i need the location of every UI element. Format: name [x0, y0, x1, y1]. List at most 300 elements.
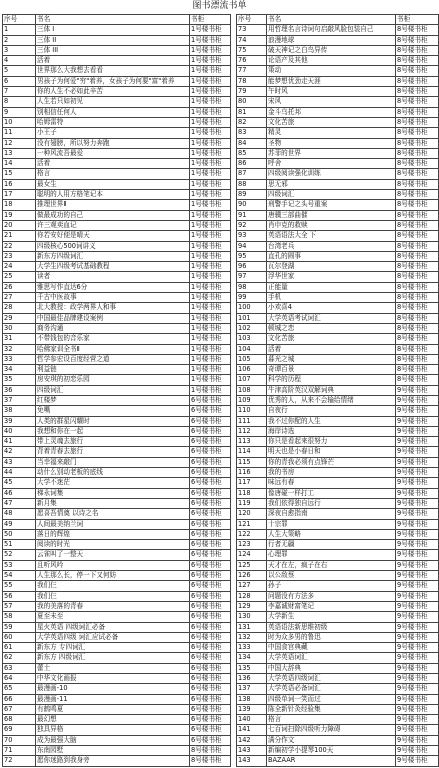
- cell-number: 126: [237, 571, 267, 581]
- table-row: [237, 519, 439, 529]
- cell-number: 67: [3, 704, 36, 714]
- cell-number: 13: [3, 148, 36, 158]
- table-row: [237, 684, 439, 694]
- cell-cabinet: 9号楼书柜: [396, 622, 439, 632]
- table-row: [237, 354, 439, 364]
- table-row: [3, 653, 231, 663]
- cell-number: 138: [237, 694, 267, 704]
- table-row: [237, 138, 439, 148]
- cell-number: 36: [3, 385, 36, 395]
- cell-number: 122: [237, 529, 267, 539]
- cell-title: 哲学参宏设百度经营之道: [36, 354, 190, 364]
- cell-title: 活着: [267, 344, 396, 354]
- table-row: [3, 25, 231, 35]
- table-row: [237, 395, 439, 405]
- table-row: [3, 457, 231, 467]
- cell-cabinet: 9号楼书柜: [396, 560, 439, 570]
- cell-title: 活着: [36, 56, 190, 66]
- cell-cabinet: 1号楼书柜: [190, 87, 231, 97]
- cell-cabinet: 6号楼书柜: [190, 571, 231, 581]
- cell-title: 满分作文: [267, 735, 396, 745]
- cell-cabinet: 8号楼书柜: [396, 272, 439, 282]
- table-row: [3, 612, 231, 622]
- cell-number: 58: [3, 612, 36, 622]
- cell-title: 唐骥三部曲催: [267, 210, 396, 220]
- table-row: [3, 540, 231, 550]
- cell-number: 141: [237, 725, 267, 735]
- table-row: [3, 395, 231, 405]
- table-body-right: [237, 25, 439, 766]
- cell-cabinet: 1号楼书柜: [190, 200, 231, 210]
- cell-title: 文化苦旅: [267, 117, 396, 127]
- cell-cabinet: 1号楼书柜: [190, 344, 231, 354]
- cell-title: 四级核心500词讲义: [36, 241, 190, 251]
- table-row: [3, 416, 231, 426]
- cell-cabinet: 1号楼书柜: [190, 107, 231, 117]
- cell-number: 114: [237, 447, 267, 457]
- cell-cabinet: 6号楼书柜: [190, 395, 231, 405]
- table-row: [3, 241, 231, 251]
- table-row: [237, 581, 439, 591]
- table-row: [237, 674, 439, 684]
- cell-number: 38: [3, 406, 36, 416]
- table-row: [237, 45, 439, 55]
- cell-title: 精灵: [267, 128, 396, 138]
- cell-number: 45: [3, 478, 36, 488]
- col-header-title: 书名: [36, 15, 190, 25]
- cell-number: 120: [237, 509, 267, 519]
- cell-title: 能梦想优劲走天涯: [267, 76, 396, 86]
- table-row: [3, 663, 231, 673]
- cell-title: 梯永词集: [36, 488, 190, 498]
- cell-cabinet: 6号楼书柜: [190, 612, 231, 622]
- cell-title: 自夜行: [267, 406, 396, 416]
- cell-title: 四级词汇: [36, 385, 190, 395]
- cell-number: 143: [237, 746, 267, 756]
- cell-number: 70: [3, 735, 36, 745]
- cell-cabinet: 6号楼书柜: [190, 735, 231, 745]
- cell-cabinet: 6号楼书柜: [190, 519, 231, 529]
- table-row: [3, 334, 231, 344]
- cell-title: 天才在左，疯子在右: [267, 560, 396, 570]
- table-row: [237, 478, 439, 488]
- cell-title: 孙子: [267, 581, 396, 591]
- cell-number: 81: [237, 107, 267, 117]
- table-row: [237, 56, 439, 66]
- cell-title: 李嘉诚财富笔记: [267, 601, 396, 611]
- table-row: [237, 35, 439, 45]
- cell-title: 许三观卖血记: [36, 220, 190, 230]
- cell-number: 57: [3, 601, 36, 611]
- cell-number: 91: [237, 210, 267, 220]
- cell-cabinet: 8号楼书柜: [396, 354, 439, 364]
- cell-number: 75: [237, 45, 267, 55]
- table-row: [237, 159, 439, 169]
- cell-number: 99: [237, 293, 267, 303]
- cell-cabinet: 9号楼书柜: [396, 663, 439, 673]
- cell-number: 49: [3, 519, 36, 529]
- table-row: [3, 756, 231, 766]
- table-row: [3, 190, 231, 200]
- table-row: [237, 231, 439, 241]
- cell-number: 94: [237, 241, 267, 251]
- table-row: [237, 241, 439, 251]
- cell-title: 大学英语词汇: [267, 653, 396, 663]
- cell-title: 英语语法大全 下: [267, 231, 396, 241]
- cell-cabinet: 6号楼书柜: [190, 447, 231, 457]
- cell-title: 红楼梦: [36, 395, 190, 405]
- cell-title: 我想和你在一起: [36, 426, 190, 436]
- table-row: [3, 694, 231, 704]
- table-row: [3, 447, 231, 457]
- cell-title: 问题没有方法多: [267, 591, 396, 601]
- cell-cabinet: 8号楼书柜: [396, 148, 439, 158]
- cell-title: 策动: [267, 66, 396, 76]
- cell-title: 我的美落的青春: [36, 601, 190, 611]
- cell-cabinet: 9号楼书柜: [396, 601, 439, 611]
- cell-number: 85: [237, 148, 267, 158]
- cell-number: 27: [3, 293, 36, 303]
- table-row: [3, 560, 231, 570]
- cell-title: 房安琪的初恋乐园: [36, 375, 190, 385]
- cell-cabinet: 8号楼书柜: [396, 159, 439, 169]
- cell-title: 我们仨: [36, 581, 190, 591]
- cell-cabinet: 6号楼书柜: [190, 498, 231, 508]
- table-row: [237, 756, 439, 766]
- table-row: [3, 704, 231, 714]
- table-row: [237, 509, 439, 519]
- cell-number: 112: [237, 426, 267, 436]
- table-row: [3, 159, 231, 169]
- table-row: [237, 746, 439, 756]
- cell-cabinet: 8号楼书柜: [396, 334, 439, 344]
- cell-number: 109: [237, 395, 267, 405]
- cell-cabinet: 9号楼书柜: [396, 509, 439, 519]
- cell-title: 阅读的时光: [36, 540, 190, 550]
- cell-title: 你的青我必须有点锋芒: [267, 457, 396, 467]
- table-row: [237, 282, 439, 292]
- table-row: [3, 117, 231, 127]
- cell-cabinet: 8号楼书柜: [396, 179, 439, 189]
- table-row: [3, 87, 231, 97]
- cell-number: 74: [237, 35, 267, 45]
- table-row: [237, 25, 439, 35]
- cell-number: 107: [237, 375, 267, 385]
- cell-title: 世界那么大我想去看看: [36, 66, 190, 76]
- cell-number: 60: [3, 632, 36, 642]
- cell-cabinet: 1号楼书柜: [190, 303, 231, 313]
- cell-number: 101: [237, 313, 267, 323]
- cell-title: 中国最佳品牌建设案例: [36, 313, 190, 323]
- table-row: [3, 66, 231, 76]
- cell-cabinet: 8号楼书柜: [396, 107, 439, 117]
- cell-number: 139: [237, 704, 267, 714]
- cell-cabinet: 8号楼书柜: [396, 169, 439, 179]
- cell-cabinet: 9号楼书柜: [396, 406, 439, 416]
- table-row: [3, 35, 231, 45]
- cell-cabinet: 1号楼书柜: [190, 210, 231, 220]
- cell-cabinet: 8号楼书柜: [396, 35, 439, 45]
- cell-cabinet: 6号楼书柜: [190, 509, 231, 519]
- cell-cabinet: 8号楼书柜: [190, 756, 231, 766]
- cell-title: 最漫画-10: [36, 684, 190, 694]
- cell-title: 做最成功的自己: [36, 210, 190, 220]
- cell-cabinet: 6号楼书柜: [190, 694, 231, 704]
- cell-number: 8: [3, 97, 36, 107]
- cell-number: 11: [3, 128, 36, 138]
- cell-cabinet: 1号楼书柜: [190, 169, 231, 179]
- table-row: [237, 704, 439, 714]
- cell-number: 42: [3, 447, 36, 457]
- cell-number: 89: [237, 190, 267, 200]
- cell-cabinet: 9号楼书柜: [396, 488, 439, 498]
- cell-number: 61: [3, 643, 36, 653]
- cell-cabinet: 1号楼书柜: [190, 231, 231, 241]
- cell-number: 26: [3, 282, 36, 292]
- cell-cabinet: 1号楼书柜: [190, 45, 231, 55]
- cell-title: 且听风吟: [36, 560, 190, 570]
- table-row: [237, 447, 439, 457]
- cell-title: 破天神记之白鸟异传: [267, 45, 396, 55]
- table-row: [3, 128, 231, 138]
- cell-cabinet: 1号楼书柜: [190, 117, 231, 127]
- cell-number: 72: [3, 756, 36, 766]
- cell-title: 不带钱包的音乐家: [36, 334, 190, 344]
- table-row: [3, 313, 231, 323]
- cell-number: 117: [237, 478, 267, 488]
- cell-number: 14: [3, 159, 36, 169]
- table-row: [3, 385, 231, 395]
- cell-cabinet: 9号楼书柜: [396, 457, 439, 467]
- cell-number: 50: [3, 529, 36, 539]
- table-row: [237, 529, 439, 539]
- cell-title: 直孔的圆事: [267, 251, 396, 261]
- cell-cabinet: 9号楼书柜: [396, 437, 439, 447]
- cell-cabinet: 8号楼书柜: [396, 262, 439, 272]
- table-row: [3, 365, 231, 375]
- cell-cabinet: 9号楼书柜: [396, 478, 439, 488]
- cell-number: 131: [237, 622, 267, 632]
- cell-title: 男孩子为何爱"穷"着养，女孩子为何要"富"着养: [36, 76, 190, 86]
- table-row: [237, 169, 439, 179]
- table-row: [237, 107, 439, 117]
- cell-cabinet: 6号楼书柜: [190, 684, 231, 694]
- cell-title: 大学英语考试词汇: [267, 313, 396, 323]
- cell-cabinet: 6号楼书柜: [190, 725, 231, 735]
- cell-number: 16: [3, 179, 36, 189]
- cell-number: 102: [237, 323, 267, 333]
- cell-number: 53: [3, 560, 36, 570]
- cell-number: 82: [237, 117, 267, 127]
- cell-number: 73: [237, 25, 267, 35]
- cell-number: 30: [3, 323, 36, 333]
- cell-cabinet: 1号楼书柜: [190, 97, 231, 107]
- cell-number: 6: [3, 76, 36, 86]
- cell-title: 千古中医故事: [36, 293, 190, 303]
- cell-cabinet: 9号楼书柜: [396, 581, 439, 591]
- table-header-row: [3, 15, 231, 25]
- cell-title: 心理罪: [267, 550, 396, 560]
- cell-cabinet: 1号楼书柜: [190, 159, 231, 169]
- table-row: [3, 262, 231, 272]
- cell-number: 46: [3, 488, 36, 498]
- cell-title: 成为最强大脑: [36, 735, 190, 745]
- cell-title: 你的人生不必如此辛苦: [36, 87, 190, 97]
- cell-number: 59: [3, 622, 36, 632]
- table-row: [237, 148, 439, 158]
- cell-number: 111: [237, 416, 267, 426]
- cell-cabinet: 6号楼书柜: [190, 488, 231, 498]
- table-row: [3, 550, 231, 560]
- table-row: [3, 179, 231, 189]
- cell-cabinet: 8号楼书柜: [396, 251, 439, 261]
- cell-number: 63: [3, 663, 36, 673]
- cell-number: 21: [3, 231, 36, 241]
- cell-number: 69: [3, 725, 36, 735]
- page-title: 图书漂流书单: [192, 1, 247, 11]
- cell-cabinet: 9号楼书柜: [396, 704, 439, 714]
- cell-number: 62: [3, 653, 36, 663]
- cell-title: 落日的辉煌: [36, 529, 190, 539]
- cell-number: 51: [3, 540, 36, 550]
- book-table-right: [236, 14, 439, 767]
- table-row: [237, 653, 439, 663]
- cell-title: 推理世界Ⅱ: [36, 200, 190, 210]
- cell-cabinet: 8号楼书柜: [396, 210, 439, 220]
- cell-number: 33: [3, 354, 36, 364]
- cell-title: 正能量: [267, 282, 396, 292]
- cell-title: 愿你迷路到我身旁: [36, 756, 190, 766]
- cell-title: 海岸诗选: [267, 426, 396, 436]
- cell-cabinet: 8号楼书柜: [396, 344, 439, 354]
- cell-title: 四级阅读强化训练: [267, 169, 396, 179]
- table-row: [3, 715, 231, 725]
- cell-number: 105: [237, 354, 267, 364]
- cell-number: 113: [237, 437, 267, 447]
- cell-number: 130: [237, 612, 267, 622]
- cell-title: 人间最美纳兰词: [36, 519, 190, 529]
- cell-title: 商务沟通: [36, 323, 190, 333]
- cell-title: 以公敌蔡: [267, 571, 396, 581]
- cell-title: 大学生四级考试基础教程: [36, 262, 190, 272]
- cell-number: 56: [3, 591, 36, 601]
- cell-number: 92: [237, 220, 267, 230]
- cell-number: 37: [3, 395, 36, 405]
- table-row: [3, 725, 231, 735]
- cell-title: 陈全新针灸经验集: [267, 704, 396, 714]
- cell-cabinet: 6号楼书柜: [190, 468, 231, 478]
- table-row: [237, 323, 439, 333]
- table-row: [237, 540, 439, 550]
- table-body-left: [3, 25, 231, 766]
- cell-cabinet: 8号楼书柜: [396, 200, 439, 210]
- cell-cabinet: 9号楼书柜: [396, 591, 439, 601]
- cell-number: 115: [237, 457, 267, 467]
- cell-title: 独具异格: [36, 725, 190, 735]
- cell-number: 4: [3, 56, 36, 66]
- cell-title: 没有翅膀，所以努力奔跑: [36, 138, 190, 148]
- table-row: [3, 632, 231, 642]
- cell-number: 134: [237, 653, 267, 663]
- cell-number: 133: [237, 643, 267, 653]
- cell-title: 愿喜吾情奠 以诗之名: [36, 509, 190, 519]
- cell-cabinet: 1号楼书柜: [190, 190, 231, 200]
- cell-cabinet: 9号楼书柜: [396, 529, 439, 539]
- cell-title: 星火英语 四级词汇必备: [36, 622, 190, 632]
- cell-cabinet: 9号楼书柜: [396, 612, 439, 622]
- book-table-left: [2, 14, 231, 767]
- cell-cabinet: 1号楼书柜: [190, 375, 231, 385]
- table-row: [237, 334, 439, 344]
- cell-title: 顿城之恋: [267, 323, 396, 333]
- cell-cabinet: 9号楼书柜: [396, 540, 439, 550]
- cell-cabinet: 6号楼书柜: [190, 437, 231, 447]
- cell-title: 云雀叫了一整天: [36, 550, 190, 560]
- cell-title: 动什么别动老板的底线: [36, 468, 190, 478]
- table-header-row: [237, 15, 439, 25]
- table-row: [3, 220, 231, 230]
- cell-title: 最漫画-11: [36, 694, 190, 704]
- cell-number: 65: [3, 684, 36, 694]
- cell-number: 90: [237, 200, 267, 210]
- cell-title: 北大教授：政学两界人和事: [36, 303, 190, 313]
- table-row: [237, 457, 439, 467]
- cell-cabinet: 6号楼书柜: [190, 674, 231, 684]
- cell-cabinet: 8号楼书柜: [396, 66, 439, 76]
- cell-number: 140: [237, 715, 267, 725]
- cell-cabinet: 8号楼书柜: [396, 97, 439, 107]
- cell-number: 78: [237, 76, 267, 86]
- table-row: [3, 622, 231, 632]
- cell-title: 科学的历程: [267, 375, 396, 385]
- table-row: [237, 220, 439, 230]
- cell-title: 一种风流吾最爱: [36, 148, 190, 158]
- table-row: [237, 365, 439, 375]
- cell-number: 106: [237, 365, 267, 375]
- table-row: [237, 622, 439, 632]
- cell-number: 103: [237, 334, 267, 344]
- cell-cabinet: 8号楼书柜: [396, 375, 439, 385]
- cell-cabinet: 1号楼书柜: [190, 272, 231, 282]
- cell-title: 暮光之城: [267, 354, 396, 364]
- cell-number: 9: [3, 107, 36, 117]
- table-row: [3, 488, 231, 498]
- cell-number: 98: [237, 282, 267, 292]
- cell-cabinet: 9号楼书柜: [396, 416, 439, 426]
- cell-cabinet: 9号楼书柜: [396, 550, 439, 560]
- col-header-cabinet: 书柜: [396, 15, 439, 25]
- cell-cabinet: 6号楼书柜: [190, 643, 231, 653]
- cell-number: 143: [237, 756, 267, 766]
- cell-cabinet: 9号楼书柜: [396, 426, 439, 436]
- table-row: [3, 591, 231, 601]
- cell-cabinet: 8号楼书柜: [396, 76, 439, 86]
- table-row: [237, 272, 439, 282]
- cell-title: 人生大策略: [267, 529, 396, 539]
- cell-title: 用哲理名言诗词句启敲风脸包装自己: [267, 25, 396, 35]
- cell-cabinet: 6号楼书柜: [190, 601, 231, 611]
- table-row: [3, 437, 231, 447]
- cell-number: 15: [3, 169, 36, 179]
- table-row: [3, 251, 231, 261]
- cell-cabinet: 9号楼书柜: [396, 715, 439, 725]
- table-row: [3, 344, 231, 354]
- cell-title: 新东方 四级词汇: [36, 653, 190, 663]
- cell-cabinet: 1号楼书柜: [190, 262, 231, 272]
- cell-cabinet: 8号楼书柜: [396, 128, 439, 138]
- cell-number: 34: [3, 365, 36, 375]
- cell-cabinet: 8号楼书柜: [396, 313, 439, 323]
